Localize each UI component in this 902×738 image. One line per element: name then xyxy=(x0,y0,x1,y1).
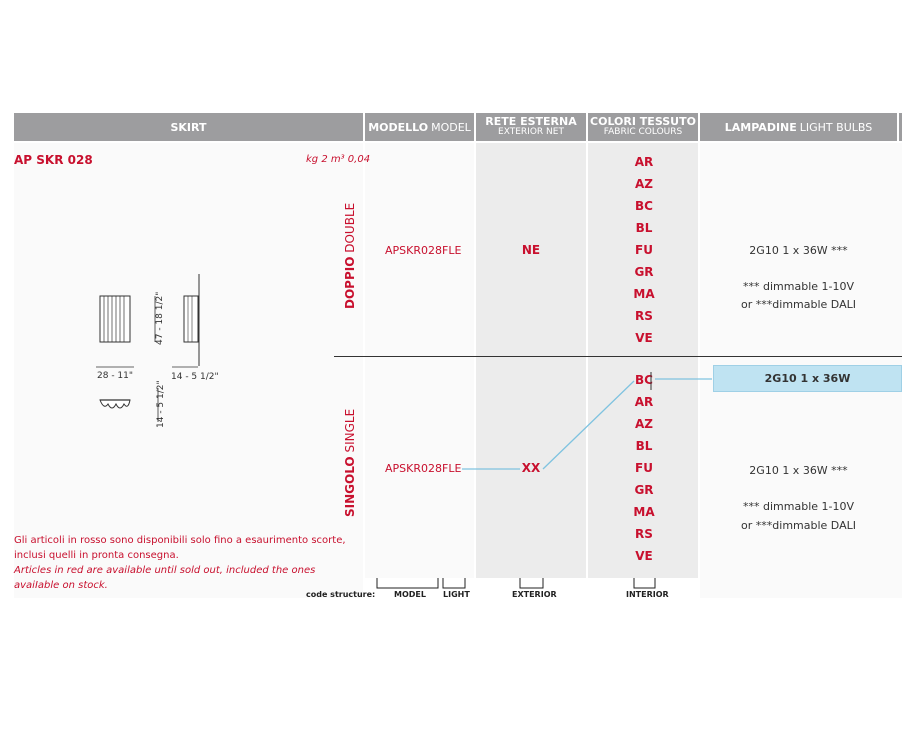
header-net-sub: EXTERIOR NET xyxy=(498,127,564,137)
code-structure-label: code structure: xyxy=(306,590,376,599)
single-net-code: XX xyxy=(521,461,541,475)
note-it-line-1: Gli articoli in rosso sono disponibili solo fino a esaurimento scorte, xyxy=(14,535,346,546)
double-note-2: or ***dimmable DALI xyxy=(741,298,856,311)
single-note-1: *** dimmable 1-10V xyxy=(743,500,854,513)
colour-code-bc: BC xyxy=(635,199,653,213)
highlight-bulb-label: 2G10 1 x 36W xyxy=(764,372,851,385)
double-net-code: NE xyxy=(521,243,541,257)
colour-code-ve: VE xyxy=(635,331,653,345)
header-colours-sub: FABRIC COLOURS xyxy=(603,127,683,137)
colour-code-bl: BL xyxy=(635,439,653,453)
header-model-light: MODEL xyxy=(431,120,471,134)
notes-block xyxy=(14,533,346,593)
colour-code-ma: MA xyxy=(633,287,655,301)
colour-code-ar: AR xyxy=(634,155,654,169)
colour-code-az: AZ xyxy=(635,417,653,431)
header-net-top: RETE ESTERNA xyxy=(485,115,577,128)
code-structure-light: LIGHT xyxy=(443,590,470,599)
code-structure-brackets xyxy=(370,576,670,590)
note-en-line-1: Articles in red are available until sold out, included the ones xyxy=(14,565,316,576)
colour-code-rs: RS xyxy=(635,527,653,541)
note-it-line-2: inclusi quelli in pronta consegna. xyxy=(14,550,179,561)
colour-code-ve: VE xyxy=(635,549,653,563)
note-en-line-2: avaiIable on stock. xyxy=(14,580,108,591)
double-model-code: APSKR028FLE xyxy=(385,244,462,257)
dim-width: 28 - 11" xyxy=(97,371,134,381)
single-model-code: APSKR028FLE xyxy=(385,462,462,475)
row-label-double-bold: DOPPIO xyxy=(343,256,357,309)
product-weight: kg 2 m³ 0,04 xyxy=(306,154,371,165)
colour-code-ar: AR xyxy=(634,395,654,409)
row-label-single-light: SINGLE xyxy=(343,408,357,453)
single-bulb: 2G10 1 x 36W *** xyxy=(749,464,848,477)
header-model-bold: MODELLO xyxy=(368,120,429,134)
colour-code-gr: GR xyxy=(634,483,654,497)
double-note-1: *** dimmable 1-10V xyxy=(743,280,854,293)
header-bulbs-light: LIGHT BULBS xyxy=(799,120,873,134)
double-bulb: 2G10 1 x 36W *** xyxy=(749,244,848,257)
colour-code-ma: MA xyxy=(633,505,655,519)
colour-code-bl: BL xyxy=(635,221,653,235)
header-bulbs-bold: LAMPADINE xyxy=(724,120,797,134)
row-label-double-light: DOUBLE xyxy=(343,202,357,253)
dim-depth-top: 14 - 5 1/2" xyxy=(156,380,166,428)
header-skirt-label: SKIRT xyxy=(170,120,207,134)
colour-code-fu: FU xyxy=(635,461,653,475)
colour-code-az: AZ xyxy=(635,177,653,191)
product-name: AP SKR 028 xyxy=(14,153,93,167)
header-colours-top: COLORI TESSUTO xyxy=(590,115,696,128)
dim-depth: 14 - 5 1/2" xyxy=(171,372,219,382)
colour-code-fu: FU xyxy=(635,243,653,257)
colour-code-bc: BC xyxy=(635,373,653,387)
dim-height: 47 - 18 1/2" xyxy=(155,291,165,345)
colour-code-rs: RS xyxy=(635,309,653,323)
colour-code-gr: GR xyxy=(634,265,654,279)
code-structure-model: MODEL xyxy=(394,590,426,599)
code-structure-interior: INTERIOR xyxy=(626,590,669,599)
single-note-2: or ***dimmable DALI xyxy=(741,519,856,532)
code-structure-exterior: EXTERIOR xyxy=(512,590,557,599)
row-label-single-bold: SINGOLO xyxy=(343,456,357,517)
